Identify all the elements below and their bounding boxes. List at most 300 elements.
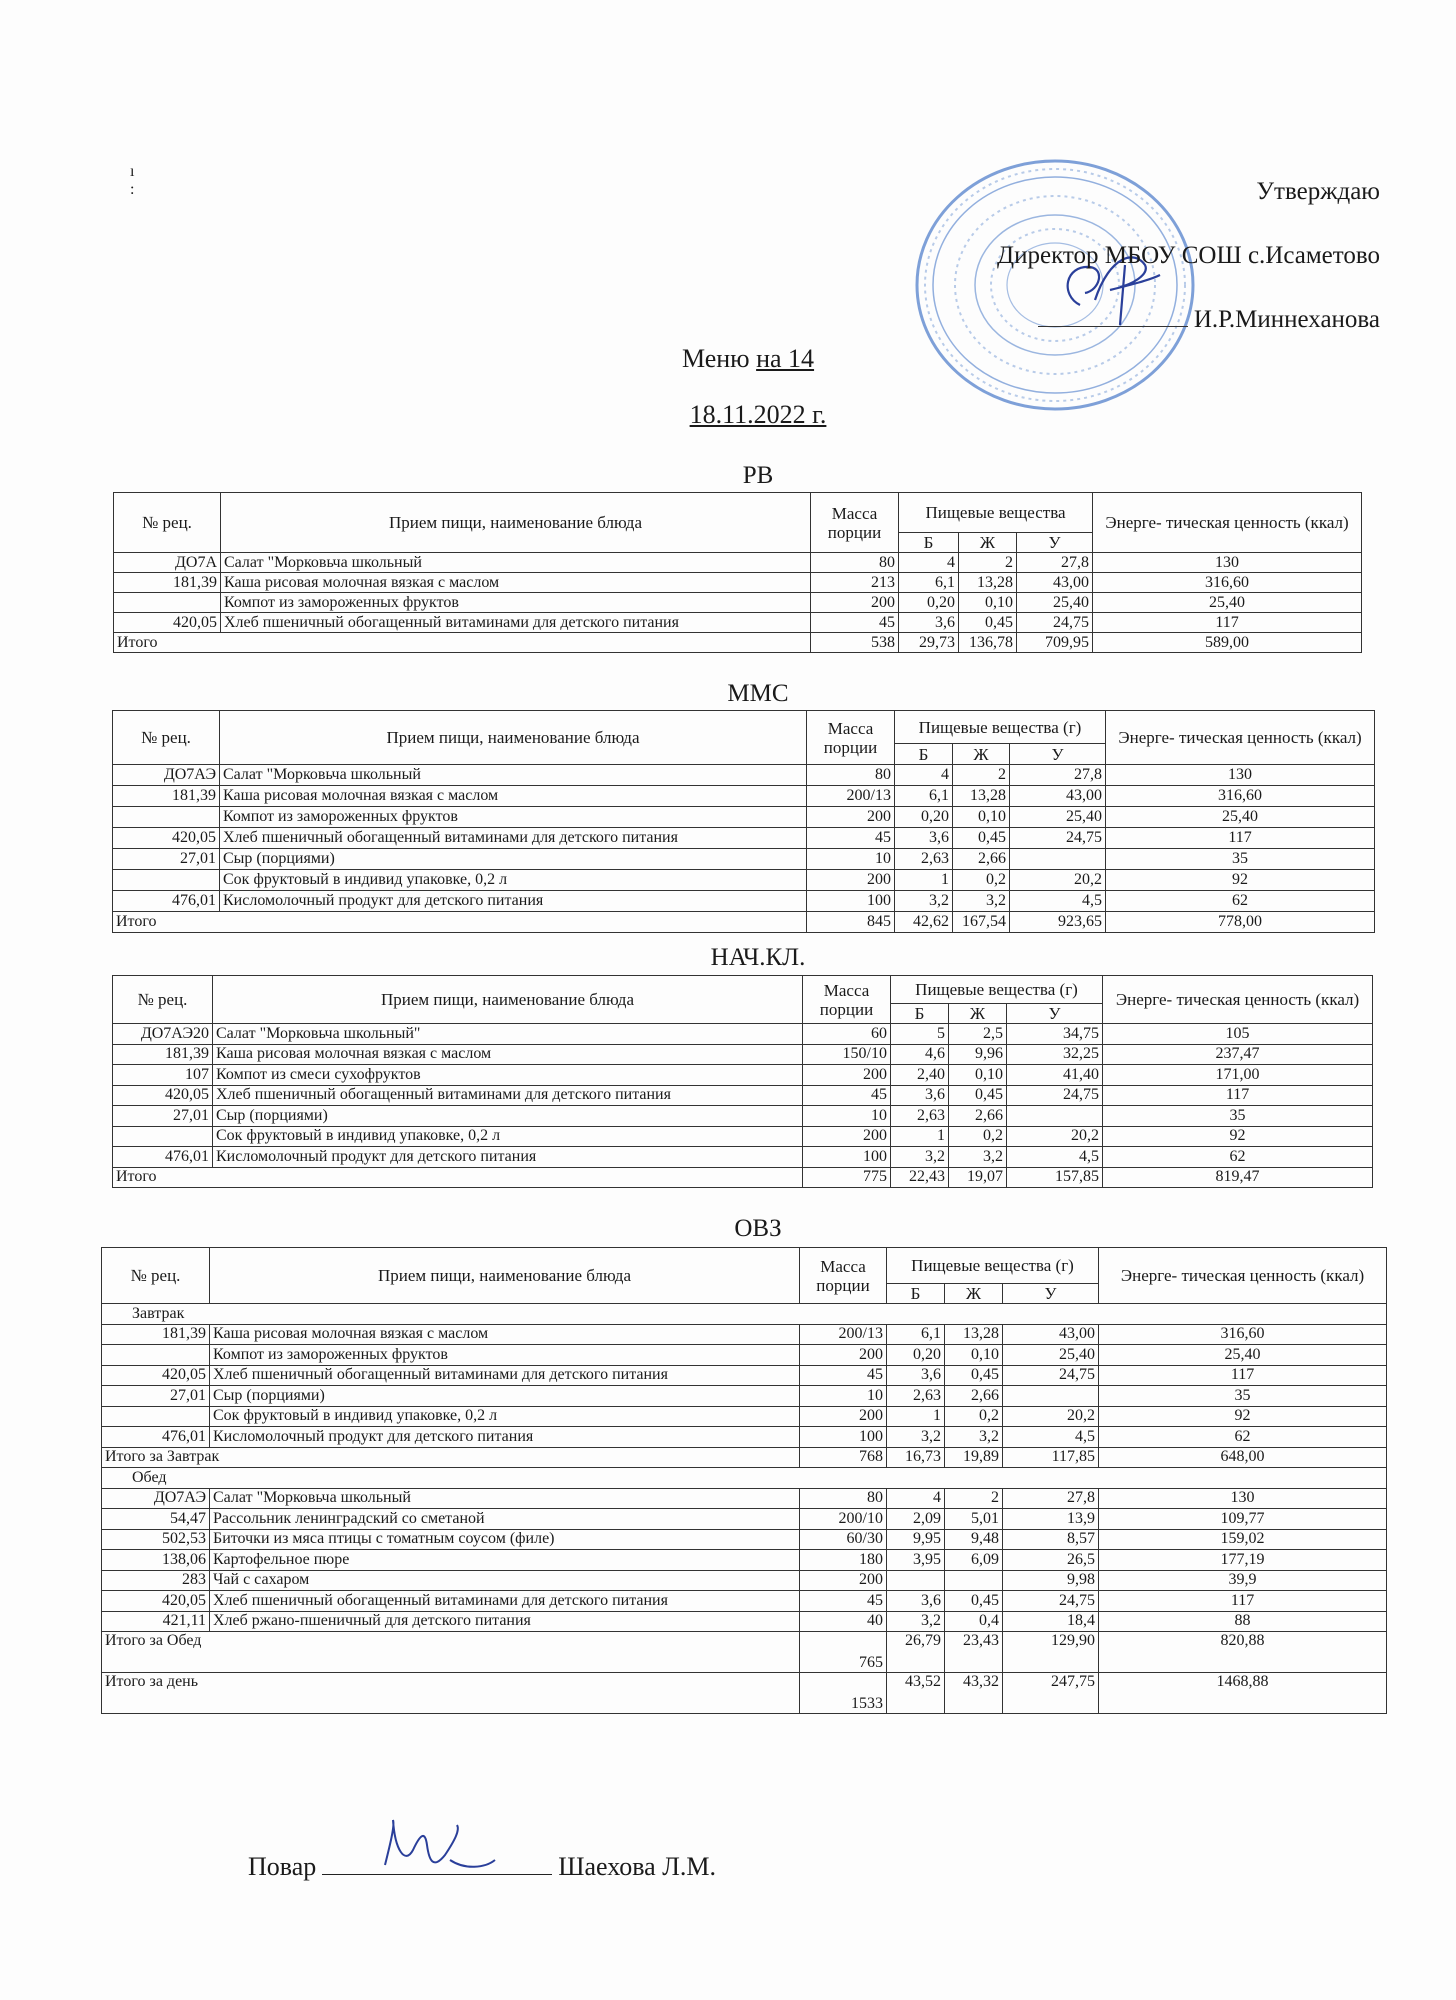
protein [887,1570,945,1591]
recipe-number: ДО7АЭ [102,1488,210,1509]
carbs: 43,00 [1010,786,1106,807]
protein: 9,95 [887,1529,945,1550]
col-protein: Б [895,744,953,765]
protein: 6,1 [895,786,953,807]
col-dish-name: Прием пищи, наименование блюда [220,711,807,765]
recipe-number: 181,39 [113,786,220,807]
energy: 35 [1103,1106,1373,1127]
fat: 13,28 [953,786,1010,807]
menu-table [112,975,1373,1188]
portion-mass: 200 [800,1345,887,1366]
portion-mass: 10 [803,1106,891,1127]
total-row [114,633,1362,653]
recipe-number: 476,01 [113,1147,213,1168]
fat: 0,10 [959,593,1017,613]
recipe-number [113,870,220,891]
menu-title: Меню на 14 [681,344,815,373]
col-carbs: У [1010,744,1106,765]
fat: 0,45 [945,1365,1003,1386]
dish-name: Компот из смеси сухофруктов [213,1065,803,1086]
total-fat: 43,32 [945,1673,1003,1714]
fat: 0,45 [949,1085,1007,1106]
dish-name: Салат "Морковьча школьный [210,1488,800,1509]
recipe-number: 107 [113,1065,213,1086]
fat: 0,10 [953,807,1010,828]
dish-name: Сыр (порциями) [210,1386,800,1407]
recipe-number: ДО7АЭ [113,765,220,786]
col-carbs: У [1017,533,1093,553]
protein: 3,6 [895,828,953,849]
energy: 92 [1099,1406,1387,1427]
energy: 130 [1099,1488,1387,1509]
dish-name: Биточки из мяса птицы с томатным соусом (филе) [210,1529,800,1550]
table-row [113,786,1375,807]
table-row [114,553,1362,573]
portion-mass: 200 [800,1406,887,1427]
table-row [102,1406,1387,1427]
total-mass: 538 [811,633,899,653]
fat: 2,66 [949,1106,1007,1127]
signature-line [1038,326,1188,327]
carbs: 24,75 [1010,828,1106,849]
carbs: 43,00 [1003,1324,1099,1345]
energy: 316,60 [1099,1324,1387,1345]
total-fat: 23,43 [945,1632,1003,1673]
total-protein: 42,62 [895,912,953,933]
portion-mass: 10 [800,1386,887,1407]
fat: 13,28 [945,1324,1003,1345]
dish-name: Сыр (порциями) [220,849,807,870]
fat: 0,4 [945,1611,1003,1632]
table-row [113,807,1375,828]
portion-mass: 80 [800,1488,887,1509]
protein: 2,63 [887,1386,945,1407]
fat: 0,2 [945,1406,1003,1427]
table-row [113,1065,1373,1086]
col-carbs: У [1007,1003,1103,1024]
dish-name: Кисломолочный продукт для детского питания [210,1427,800,1448]
col-energy: Энерге- тическая ценность (ккал) [1093,493,1362,553]
table-row [113,765,1375,786]
protein: 6,1 [887,1324,945,1345]
table-row [113,1106,1373,1127]
total-mass: 765 [800,1632,887,1673]
dish-name: Хлеб пшеничный обогащенный витаминами для детского питания [210,1365,800,1386]
dish-name: Хлеб ржано-пшеничный для детского питания [210,1611,800,1632]
carbs [1003,1386,1099,1407]
dish-name: Чай с сахаром [210,1570,800,1591]
energy: 117 [1099,1591,1387,1612]
dish-name: Хлеб пшеничный обогащенный витаминами для детского питания [213,1085,803,1106]
portion-mass: 200/13 [800,1324,887,1345]
menu-table [101,1247,1387,1714]
energy: 316,60 [1106,786,1375,807]
col-portion-mass: Масса порции [807,711,895,765]
fat: 0,2 [953,870,1010,891]
carbs: 8,57 [1003,1529,1099,1550]
carbs [1007,1106,1103,1127]
col-recipe-number: № рец. [113,711,220,765]
fat: 2 [959,553,1017,573]
protein: 2,40 [891,1065,949,1086]
fat: 13,28 [959,573,1017,593]
table-row [113,870,1375,891]
total-label: Итого [114,633,811,653]
col-recipe-number: № рец. [114,493,221,553]
carbs: 18,4 [1003,1611,1099,1632]
energy: 25,40 [1099,1345,1387,1366]
total-protein: 43,52 [887,1673,945,1714]
recipe-number: 138,06 [102,1550,210,1571]
energy: 109,77 [1099,1509,1387,1530]
approval-block [997,160,1380,352]
protein: 3,6 [887,1591,945,1612]
fat: 0,10 [949,1065,1007,1086]
total-protein: 26,79 [887,1632,945,1673]
protein: 1 [891,1126,949,1147]
protein: 2,63 [891,1106,949,1127]
table-row [102,1509,1387,1530]
portion-mass: 100 [800,1427,887,1448]
recipe-number [102,1406,210,1427]
menu-table [112,710,1375,933]
cook-signature-line [322,1874,552,1875]
approve-label: Утверждаю [1256,178,1380,205]
recipe-number: 420,05 [113,828,220,849]
protein: 1 [887,1406,945,1427]
dish-name: Сок фруктовый в индивид упаковке, 0,2 л [210,1406,800,1427]
carbs: 27,8 [1003,1488,1099,1509]
recipe-number: ДО7А [114,553,221,573]
total-energy: 589,00 [1093,633,1362,653]
total-energy: 820,88 [1099,1632,1387,1673]
fat: 2 [953,765,1010,786]
recipe-number: 27,01 [113,849,220,870]
director-title: Директор МБОУ СОШ с.Исаметово [997,242,1380,269]
energy: 88 [1099,1611,1387,1632]
carbs: 13,9 [1003,1509,1099,1530]
portion-mass: 150/10 [803,1044,891,1065]
recipe-number [113,1126,213,1147]
total-carbs: 117,85 [1003,1447,1099,1468]
recipe-number: 181,39 [113,1044,213,1065]
total-carbs: 923,65 [1010,912,1106,933]
protein: 4 [895,765,953,786]
table-header-row [114,493,1362,533]
protein: 0,20 [895,807,953,828]
col-dish-name: Прием пищи, наименование блюда [213,976,803,1024]
col-nutrients: Пищевые вещества (г) [895,711,1106,744]
total-label: Итого [113,912,807,933]
protein: 2,63 [895,849,953,870]
energy: 25,40 [1106,807,1375,828]
total-label: Итого [113,1167,803,1188]
total-protein: 16,73 [887,1447,945,1468]
carbs: 25,40 [1003,1345,1099,1366]
total-mass: 1533 [800,1673,887,1714]
section-title: ОВЗ [734,1215,782,1242]
cook-role: Повар [248,1852,317,1881]
carbs: 24,75 [1003,1591,1099,1612]
dish-name: Сок фруктовый в индивид упаковке, 0,2 л [213,1126,803,1147]
table-row [102,1591,1387,1612]
col-energy: Энерге- тическая ценность (ккал) [1103,976,1373,1024]
dish-name: Салат "Морковьча школьный [220,765,807,786]
meal-label-row [102,1304,1387,1325]
table-row [113,849,1375,870]
fat: 9,96 [949,1044,1007,1065]
carbs: 25,40 [1017,593,1093,613]
portion-mass: 100 [807,891,895,912]
recipe-number: 420,05 [114,613,221,633]
col-portion-mass: Масса порции [803,976,891,1024]
energy: 35 [1106,849,1375,870]
carbs: 26,5 [1003,1550,1099,1571]
protein: 4 [887,1488,945,1509]
director-name: И.Р.Миннеханова [1193,306,1380,333]
fat: 3,2 [949,1147,1007,1168]
fat: 2 [945,1488,1003,1509]
energy: 117 [1099,1365,1387,1386]
table-row [114,613,1362,633]
portion-mass: 213 [811,573,899,593]
table-header-row [113,711,1375,744]
footer-signature [248,1852,716,1882]
carbs: 20,2 [1007,1126,1103,1147]
scan-marks: ı : [130,163,135,198]
breakfast-total-row [102,1447,1387,1468]
section-title: ММС [727,680,789,707]
recipe-number: 181,39 [102,1324,210,1345]
total-row [113,912,1375,933]
carbs: 24,75 [1003,1365,1099,1386]
energy: 117 [1103,1085,1373,1106]
energy: 62 [1099,1427,1387,1448]
carbs: 4,5 [1003,1427,1099,1448]
total-label: Итого за Обед [102,1632,800,1673]
total-fat: 19,07 [949,1167,1007,1188]
dish-name: Компот из замороженных фруктов [221,593,811,613]
energy: 117 [1106,828,1375,849]
day-total-row [102,1673,1387,1714]
dish-name: Хлеб пшеничный обогащенный витаминами для детского питания [210,1591,800,1612]
energy: 39,9 [1099,1570,1387,1591]
energy: 105 [1103,1024,1373,1045]
portion-mass: 45 [811,613,899,633]
table-row [102,1386,1387,1407]
table-row [113,828,1375,849]
portion-mass: 200/10 [800,1509,887,1530]
recipe-number: 476,01 [113,891,220,912]
total-carbs: 709,95 [1017,633,1093,653]
protein: 3,2 [887,1611,945,1632]
energy: 316,60 [1093,573,1362,593]
energy: 92 [1103,1126,1373,1147]
table-row [114,573,1362,593]
fat: 0,45 [959,613,1017,633]
recipe-number: 420,05 [113,1085,213,1106]
portion-mass: 80 [807,765,895,786]
table-row [102,1345,1387,1366]
menu-day: на 14 [756,344,815,373]
table-row [102,1365,1387,1386]
col-fat: Ж [959,533,1017,553]
protein: 1 [895,870,953,891]
carbs: 9,98 [1003,1570,1099,1591]
portion-mass: 60 [803,1024,891,1045]
carbs: 27,8 [1010,765,1106,786]
recipe-number [113,807,220,828]
total-protein: 29,73 [899,633,959,653]
fat: 9,48 [945,1529,1003,1550]
table-header-row [113,976,1373,1004]
protein: 6,1 [899,573,959,593]
dish-name: Салат "Морковьча школьный [221,553,811,573]
dish-name: Компот из замороженных фруктов [220,807,807,828]
lunch-label: Обед [102,1468,1387,1489]
fat [945,1570,1003,1591]
total-fat: 19,89 [945,1447,1003,1468]
fat: 3,2 [953,891,1010,912]
protein: 2,09 [887,1509,945,1530]
energy: 62 [1106,891,1375,912]
dish-name: Каша рисовая молочная вязкая с маслом [220,786,807,807]
recipe-number: 283 [102,1570,210,1591]
table-row [102,1529,1387,1550]
recipe-number: 27,01 [102,1386,210,1407]
col-nutrients: Пищевые вещества (г) [887,1248,1099,1284]
dish-name: Кисломолочный продукт для детского питания [213,1147,803,1168]
table-row [102,1427,1387,1448]
protein: 3,6 [887,1365,945,1386]
recipe-number [102,1345,210,1366]
meal-label-row [102,1468,1387,1489]
portion-mass: 60/30 [800,1529,887,1550]
recipe-number: 476,01 [102,1427,210,1448]
cook-name: Шаехова Л.М. [558,1852,716,1881]
fat: 5,01 [945,1509,1003,1530]
recipe-number [114,593,221,613]
energy: 171,00 [1103,1065,1373,1086]
menu-date: 18.11.2022 г. [689,400,827,429]
total-energy: 819,47 [1103,1167,1373,1188]
carbs: 43,00 [1017,573,1093,593]
portion-mass: 100 [803,1147,891,1168]
fat: 2,5 [949,1024,1007,1045]
total-carbs: 129,90 [1003,1632,1099,1673]
col-portion-mass: Масса порции [811,493,899,553]
energy: 92 [1106,870,1375,891]
col-protein: Б [899,533,959,553]
col-fat: Ж [949,1003,1007,1024]
energy: 237,47 [1103,1044,1373,1065]
portion-mass: 200 [811,593,899,613]
dish-name: Каша рисовая молочная вязкая с маслом [213,1044,803,1065]
carbs: 24,75 [1017,613,1093,633]
protein: 4,6 [891,1044,949,1065]
recipe-number: 181,39 [114,573,221,593]
portion-mass: 200 [807,870,895,891]
portion-mass: 40 [800,1611,887,1632]
dish-name: Компот из замороженных фруктов [210,1345,800,1366]
protein: 0,20 [899,593,959,613]
recipe-number: 502,53 [102,1529,210,1550]
energy: 35 [1099,1386,1387,1407]
col-recipe-number: № рец. [113,976,213,1024]
carbs: 41,40 [1007,1065,1103,1086]
fat: 0,45 [945,1591,1003,1612]
portion-mass: 200 [803,1065,891,1086]
total-mass: 768 [800,1447,887,1468]
total-mass: 845 [807,912,895,933]
col-dish-name: Прием пищи, наименование блюда [210,1248,800,1304]
protein: 5 [891,1024,949,1045]
total-energy: 1468,88 [1099,1673,1387,1714]
total-row [113,1167,1373,1188]
table-row [102,1570,1387,1591]
carbs: 20,2 [1010,870,1106,891]
energy: 159,02 [1099,1529,1387,1550]
breakfast-label: Завтрак [102,1304,1387,1325]
carbs: 27,8 [1017,553,1093,573]
table-row [113,891,1375,912]
dish-name: Каша рисовая молочная вязкая с маслом [221,573,811,593]
total-fat: 136,78 [959,633,1017,653]
energy: 25,40 [1093,593,1362,613]
carbs: 20,2 [1003,1406,1099,1427]
col-fat: Ж [953,744,1010,765]
total-fat: 167,54 [953,912,1010,933]
fat: 0,10 [945,1345,1003,1366]
total-label: Итого за Завтрак [102,1447,800,1468]
energy: 130 [1093,553,1362,573]
protein: 4 [899,553,959,573]
portion-mass: 200/13 [807,786,895,807]
fat: 2,66 [953,849,1010,870]
protein: 3,95 [887,1550,945,1571]
portion-mass: 45 [800,1591,887,1612]
dish-name: Сок фруктовый в индивид упаковке, 0,2 л [220,870,807,891]
portion-mass: 200 [803,1126,891,1147]
lunch-total-row [102,1632,1387,1673]
dish-name: Хлеб пшеничный обогащенный витаминами для детского питания [221,613,811,633]
table-row [113,1126,1373,1147]
carbs: 34,75 [1007,1024,1103,1045]
energy: 62 [1103,1147,1373,1168]
recipe-number: 54,47 [102,1509,210,1530]
portion-mass: 45 [800,1365,887,1386]
portion-mass: 10 [807,849,895,870]
total-carbs: 247,75 [1003,1673,1099,1714]
portion-mass: 180 [800,1550,887,1571]
dish-name: Каша рисовая молочная вязкая с маслом [210,1324,800,1345]
total-protein: 22,43 [891,1167,949,1188]
total-energy: 648,00 [1099,1447,1387,1468]
portion-mass: 45 [807,828,895,849]
table-row [102,1550,1387,1571]
energy: 117 [1093,613,1362,633]
carbs: 24,75 [1007,1085,1103,1106]
table-row [113,1147,1373,1168]
dish-name: Салат "Морковьча школьный" [213,1024,803,1045]
table-row [113,1024,1373,1045]
table-row [113,1085,1373,1106]
recipe-number: ДО7АЭ20 [113,1024,213,1045]
menu-table [113,492,1362,653]
table-row [102,1324,1387,1345]
carbs: 4,5 [1007,1147,1103,1168]
recipe-number: 27,01 [113,1106,213,1127]
